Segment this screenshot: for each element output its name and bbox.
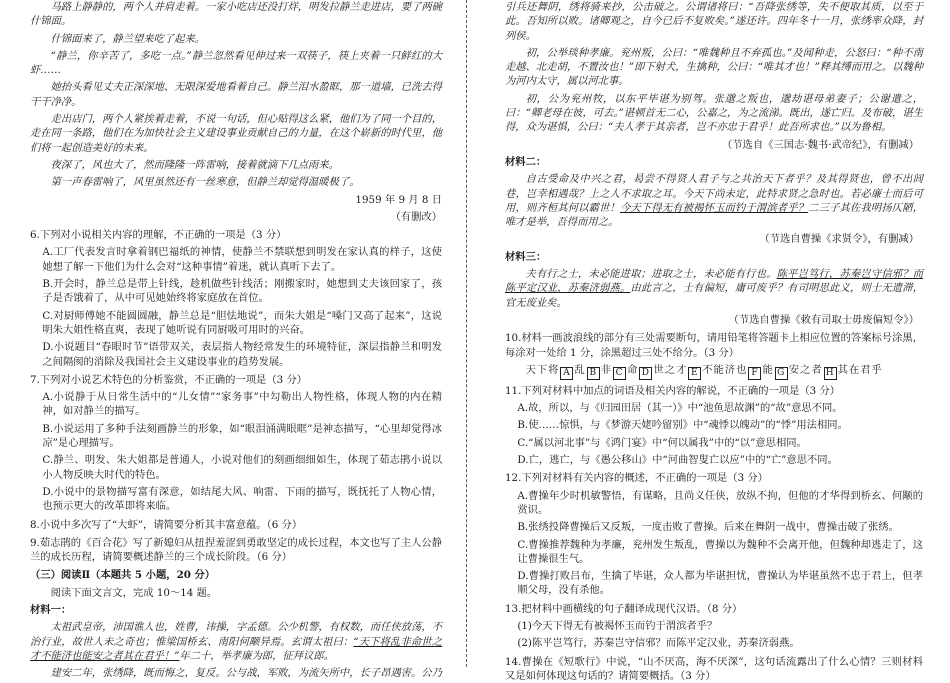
question-stem: 11.下列对材料中加点的词语及相关内容的解说，不正确的一项是（3 分） bbox=[505, 384, 841, 397]
sentence-fragment: 命 bbox=[627, 363, 639, 376]
sentence-fragment: 安之者 bbox=[788, 363, 823, 376]
option-b: B.使……惊惧，与《梦游天姥吟留别》中“魂悸以魄动”的“悸”用法相同。 bbox=[517, 419, 848, 432]
option-d: D.小说中的景物描写富有深意，如结尾大风、响雷、下雨的描写，既抚托了人物心情，也预示更大的改革即将来临。 bbox=[42, 485, 442, 513]
sentence-break-options bbox=[505, 363, 923, 380]
option-b: B.张绣投降曹操后又反叛，一度击败了曹操。后来在舞阴一战中，曹操击破了张绣。 bbox=[517, 521, 899, 534]
question-10: 10.材料一画波浪线的部分有三处需要断句，请用铅笔将答题卡上相应位置的答案标号涂黑，每涂对一处给 1 分，涂黑超过三处不给分。（3 分） bbox=[505, 332, 923, 359]
question-8: 8.小说中多次写了“大虾”，请简要分析其丰富意蕴。（6 分） bbox=[30, 518, 303, 531]
option-b: B.开会时，静兰总是带上针线，趁机做些针线活；刚搬家时，她想到丈夫该回家了，孩子是否饿着了，从中可见她始终将家庭放在首位。 bbox=[42, 278, 442, 305]
question-stem: 6.下列对小说相关内容的理解，不正确的一项是（3 分） bbox=[30, 229, 287, 242]
material-1-paragraph: 初，公举琰种孝廉。兖州叛，公曰：“唯魏种且不弃孤也。”及闻种走，公怒曰：“种不南走越、北走胡，不置汝也！”即下射犬，生擒种，公曰：“唯其才也！”释其缚而用之。以魏种为河内太守，属以河北事。 bbox=[505, 46, 923, 88]
story-paragraph: “静兰，你辛苦了，多吃一点。”静兰忽然看见伸过来一双筷子，筷上夹着一只鲜红的大虾…… bbox=[30, 49, 442, 77]
break-box-b[interactable]: B bbox=[587, 367, 600, 380]
break-box-a[interactable]: A bbox=[560, 367, 573, 380]
break-box-f[interactable]: F bbox=[748, 367, 761, 380]
page-divider bbox=[466, 0, 467, 667]
question-stem: 13.把材料中画横线的句子翻译成现代汉语。（8 分） bbox=[505, 602, 743, 615]
story-excerpt bbox=[30, 0, 442, 190]
translation-sentence-1: (1)今天下得无有被褐怀玉而钓于渭滨者乎？ bbox=[517, 619, 718, 632]
option-d: D.小说题目“春眼时节”语带双关，表层指人物经常发生的环境特征，深层指静兰和明发之间隔阂的消除及我国社会主义建设事业的趋势发展。 bbox=[42, 341, 442, 368]
option-b: B.小说运用了多种手法刻画静兰的形象，如“眼泪涌满眼眶”是神态描写，“心里却觉得冰凉”是心理描写。 bbox=[42, 422, 442, 450]
material-1-paragraph: 初，公为兖州牧，以东平毕谌为别驾。张邈之叛也，邈劫谌母弟妻子；公谢遣之，曰：“卿老母在彼，可去。”谌顿首无二心，公嘉之，为之流涕。既出，遂亡归。及布破，谌生得，众为谌惧，公曰：“夫人孝于其亲者，岂不亦忠于君乎！此吾所求也。”以为鲁相。 bbox=[505, 92, 923, 134]
section-3-heading: （三）阅读Ⅱ（本题共 5 小题，20 分） bbox=[30, 569, 216, 582]
material-1-text: 年二十，举孝廉为郎，征拜议郎。 bbox=[179, 649, 334, 662]
story-paragraph: 夜深了，风也大了，然而隆隆一阵雷响，接着就滴下几点雨来。 bbox=[50, 158, 339, 171]
material-3-text: 夫有行之士，未必能进取；进取之士，未必能有行也。 bbox=[525, 268, 777, 281]
material-1-paragraph bbox=[30, 620, 442, 663]
break-box-h[interactable]: H bbox=[824, 367, 837, 380]
left-page bbox=[30, 0, 443, 680]
question-14: 14.曹操在《短歌行》中说，“山不厌高，海不厌深”，这句话流露出了什么心情？三则材料又是如何体现这句话的？请简要概括。（3 分） bbox=[505, 655, 923, 682]
break-box-g[interactable]: G bbox=[775, 367, 788, 380]
material-2-source: （节选自曹操《求贤令》，有删减） bbox=[759, 233, 919, 246]
question-12 bbox=[505, 471, 923, 597]
material-2-text: 二三子其佐我明扬仄陋，唯才是举，吾得而用之。 bbox=[505, 201, 924, 229]
story-paragraph: 什锦面来了，静兰望来吃了起来。 bbox=[50, 32, 206, 45]
story-paragraph: 第一声春雷响了，风里虽然还有一丝寒意，但静兰却觉得温暖极了。 bbox=[50, 176, 360, 189]
option-a: A.故，所以，与《归园田居（其一）》中“池鱼思故渊”的“故”意思不同。 bbox=[517, 402, 843, 415]
option-d: D.曹操打败吕布，生擒了毕谌，众人都为毕谌担忧，曹操认为毕谌虽然不忠于君上，但孝顺父母，没有杀他。 bbox=[517, 570, 923, 597]
material-3-paragraph bbox=[505, 267, 923, 310]
material-2-text: 自古受命及中兴之君，曷尝不得贤人君子与之共治天下者乎？及其得贤也，曾不出闾巷，岂幸相遇哉？上之人不求取之耳。今天下尚未定，此特求贤之急时也。若必廉士而后可用，则齐桓其何以霸世！ bbox=[505, 173, 923, 214]
question-6 bbox=[30, 228, 442, 369]
option-d: D.亡，逃亡，与《愚公移山》中“河曲智叟亡以应”中的“亡”意思不同。 bbox=[517, 454, 838, 467]
question-stem: 12.下列对材料有关内容的概述，不正确的一项是（3 分） bbox=[505, 472, 769, 485]
question-9: 9.茹志鹃的《百合花》写了新媳妇从扭捏羞涩到勇敢坚定的成长过程，本文也写了主人公静兰的成长历程，请简要概述静兰的三个成长阶段。（6 分） bbox=[30, 536, 442, 564]
material-3-text: 由此言之，士有偏短，庸可废乎？有司明思此义，则士无遗滞，官无废业矣。 bbox=[505, 282, 924, 309]
material-1-text: 太祖武皇帝，沛国谯人也，姓曹，讳操，字孟德。公少机警，有权数，而任侠放荡，不治行业，故世人未之奇也；惟梁国桥玄、南阳何颙异焉。玄谓太祖曰： bbox=[30, 621, 442, 648]
material-1-continued: 引兵还舞阴，绣将骑来抄，公击破之。公谓诸将曰：“吾降张绣等，失不便取其质，以至于此。吾知所以败。诸卿观之，自今已后不复败矣。”遂还许。四年冬十一月，张绣率众降，封列侯。 bbox=[505, 1, 923, 42]
sentence-fragment: 能 bbox=[762, 363, 774, 376]
sentence-fragment: 天下将 bbox=[525, 363, 560, 376]
sentence-fragment: 不能济也 bbox=[702, 363, 748, 376]
material-1-paragraph: 建安二年，张绣降，既而悔之，复反。公与战，军败，为流矢所中，长子昂遇害。公乃 bbox=[50, 667, 442, 680]
option-a: A.曹操年少时机敏警悟，有谋略，且尚义任侠，放纵不拘，但他的才华得到桥玄、何颙的赏识。 bbox=[517, 489, 923, 516]
sentence-fragment: 乱 bbox=[574, 363, 586, 376]
option-c: C.对厨师傅她不能圆圆融，静兰总是“胆怯地说”，而朱大姐是“嗓门又高了起来”，这说明朱大姐性格直爽，表现了她听说有同厨吸可用时的兴奋。 bbox=[42, 309, 442, 336]
sentence-fragment: 世之才 bbox=[653, 363, 688, 376]
question-13 bbox=[505, 602, 923, 651]
material-1-source: （节选自《三国志·魏书·武帝纪》，有删减） bbox=[721, 138, 919, 151]
underlined-sentence: 今天下得无有被褐怀玉而钓于渭滨者乎？ bbox=[620, 201, 809, 214]
question-stem: 7.下列对小说艺术特色的分析鉴赏，不正确的一项是（3 分） bbox=[30, 373, 308, 386]
question-7 bbox=[30, 373, 442, 514]
option-a: A.工厂代表发言时拿着钢巴福纸的神情，使静兰不禁联想到明发在家认真的样子，这使她想了解一下他们为什么会对“这种事情”着迷，就认真听下去了。 bbox=[42, 246, 442, 273]
wavy-underline-passage: “天下将乱非命世之才不能济也能安之者其在君乎！” bbox=[30, 635, 443, 662]
story-paragraph: 走出店门，两个人紧挨着走着，不说一句话，但心贴得这么紧，他们为了同一个目的，走在同一条路，他们在为加快社会主义建设事业贡献自己的力量，在这个崭新的时代里，他们将一起创造美好的未来。 bbox=[30, 113, 442, 154]
story-paragraph: 马路上静静的，两个人并肩走着。一家小吃店还没打烊，明发拉静兰走进店，要了两碗什锦面。 bbox=[30, 1, 442, 28]
material-3-source: （节选自曹操《敕有司取士毋废偏短令》） bbox=[728, 313, 919, 326]
material-1-label: 材料一： bbox=[30, 603, 72, 616]
option-c: C.静兰、明发、朱大姐都是普通人，小说对他们的刻画细细如生，体现了茹志鹃小说以小人物反映大时代的特色。 bbox=[42, 454, 442, 481]
story-paragraph: 她抬头看见丈夫正深深地、无限深爱地看着自己。静兰泪水盈眶，那一道墙，已洗去得干干净净。 bbox=[30, 81, 442, 108]
break-box-e[interactable]: E bbox=[688, 367, 701, 380]
material-3-label: 材料三： bbox=[505, 250, 547, 263]
sentence-fragment: 非 bbox=[600, 363, 613, 376]
story-source: （有删改） bbox=[390, 210, 442, 223]
option-a: A.小说静于从日常生活中的“儿女情”“家务事”中勾勒出人物性格，体现人物的内在精神，如对静兰的描写。 bbox=[42, 391, 442, 418]
section-3-intro: 阅读下面文言文，完成 10～14 题。 bbox=[50, 586, 218, 599]
material-2-label: 材料二： bbox=[505, 155, 547, 168]
story-date: 1959 年 9 月 8 日 bbox=[355, 193, 442, 206]
break-box-d[interactable]: D bbox=[639, 367, 652, 380]
right-page bbox=[505, 0, 924, 682]
option-c: C.“属以河北事”与《鸿门宴》中“何以属我”中的“以”意思相同。 bbox=[517, 436, 807, 449]
underlined-sentence: 陈平岂笃行，苏秦岂守信邪？而陈平定汉业，苏秦济弱燕。 bbox=[505, 268, 924, 295]
break-box-c[interactable]: C bbox=[613, 367, 626, 380]
material-2-paragraph bbox=[505, 172, 923, 229]
sentence-fragment: 其在君乎 bbox=[837, 363, 883, 376]
option-c: C.曹操推荐魏种为孝廉，兖州发生叛乱，曹操以为魏种不会离开他，但魏种却逃走了，这让曹操很生气。 bbox=[517, 538, 923, 565]
translation-sentence-2: (2)陈平岂笃行，苏秦岂守信邪？而陈平定汉业，苏秦济弱燕。 bbox=[517, 637, 800, 650]
question-11 bbox=[505, 384, 923, 467]
